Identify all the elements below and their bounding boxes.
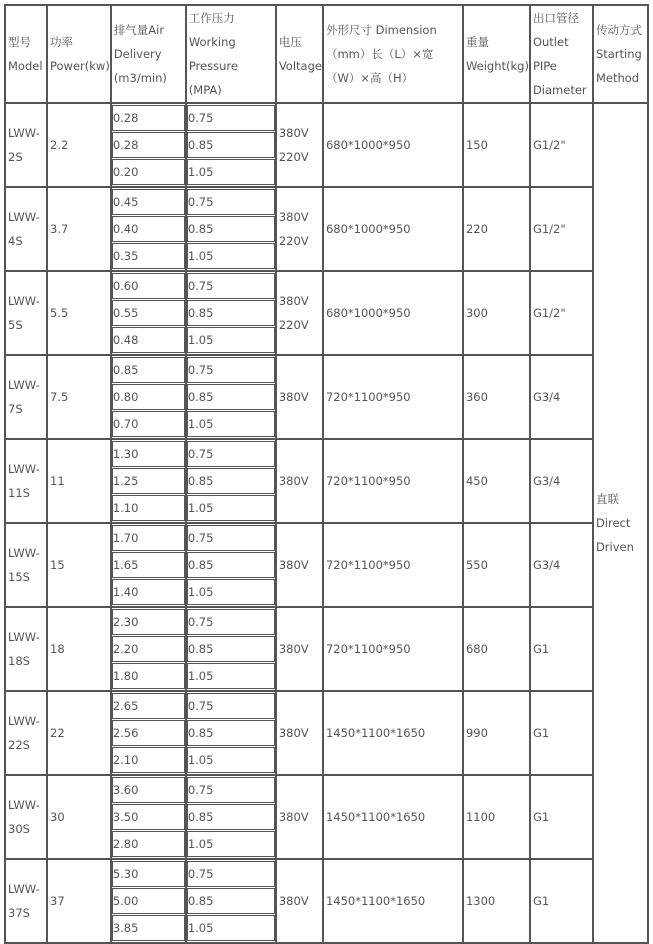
air-value: 3.50 <box>112 804 185 830</box>
outlet-cell: G1 <box>530 775 593 859</box>
pressure-value: 1.05 <box>187 747 275 773</box>
power-cell: 15 <box>47 523 111 607</box>
outlet-cell: G3/4 <box>530 523 593 607</box>
air-value: 3.85 <box>112 915 185 941</box>
power-cell: 30 <box>47 775 111 859</box>
pressure-value: 1.05 <box>187 579 275 605</box>
power-cell: 7.5 <box>47 355 111 439</box>
voltage-cell: 380V 220V <box>276 103 323 187</box>
air-value: 1.65 <box>112 552 185 578</box>
power-cell: 11 <box>47 439 111 523</box>
air-value: 1.30 <box>112 441 185 467</box>
air-cell <box>111 523 186 607</box>
pressure-value: 1.05 <box>187 243 275 269</box>
header-dimension: 外形尺寸 Dimension （mm）长（L）×宽 （W）×高（H） <box>323 5 463 103</box>
pressure-value: 0.75 <box>187 525 275 551</box>
air-value: 1.40 <box>112 579 185 605</box>
air-value: 1.70 <box>112 525 185 551</box>
pressure-value: 0.75 <box>187 777 275 803</box>
model-cell: LWW- 11S <box>5 439 47 523</box>
air-value: 0.70 <box>112 411 185 437</box>
outlet-cell: G3/4 <box>530 439 593 523</box>
voltage-cell: 380V <box>276 775 323 859</box>
air-cell <box>111 607 186 691</box>
weight-cell: 450 <box>463 439 530 523</box>
table-header-row <box>5 5 648 103</box>
header-working-pressure: 工作压力 Working Pressure (MPA) <box>186 5 276 103</box>
weight-cell: 150 <box>463 103 530 187</box>
weight-cell: 360 <box>463 355 530 439</box>
model-cell: LWW- 5S <box>5 271 47 355</box>
voltage-cell: 380V <box>276 355 323 439</box>
weight-cell: 680 <box>463 607 530 691</box>
air-value: 2.30 <box>112 609 185 635</box>
air-value: 0.35 <box>112 243 185 269</box>
air-cell <box>111 103 186 187</box>
power-cell: 22 <box>47 691 111 775</box>
outlet-cell: G1 <box>530 859 593 943</box>
air-value: 1.25 <box>112 468 185 494</box>
air-value: 2.80 <box>112 831 185 857</box>
table-row <box>5 775 648 859</box>
pressure-value: 0.85 <box>187 552 275 578</box>
pressure-value: 0.85 <box>187 384 275 410</box>
spec-table <box>4 4 649 944</box>
outlet-cell: G3/4 <box>530 355 593 439</box>
dimension-cell: 680*1000*950 <box>323 187 463 271</box>
air-value: 0.20 <box>112 159 185 185</box>
voltage-cell: 380V <box>276 523 323 607</box>
air-cell <box>111 439 186 523</box>
pressure-value: 0.85 <box>187 720 275 746</box>
air-value: 0.40 <box>112 216 185 242</box>
pressure-value: 0.75 <box>187 273 275 299</box>
air-cell <box>111 775 186 859</box>
drive-method-cell: 直联 Direct Driven <box>593 103 648 943</box>
pressure-value: 1.05 <box>187 327 275 353</box>
pressure-cell <box>186 691 276 775</box>
power-cell: 37 <box>47 859 111 943</box>
pressure-value: 0.85 <box>187 888 275 914</box>
pressure-value: 0.75 <box>187 189 275 215</box>
air-cell <box>111 187 186 271</box>
pressure-cell <box>186 103 276 187</box>
pressure-cell <box>186 439 276 523</box>
pressure-value: 1.05 <box>187 159 275 185</box>
air-value: 2.65 <box>112 693 185 719</box>
weight-cell: 1300 <box>463 859 530 943</box>
dimension-cell: 1450*1100*1650 <box>323 691 463 775</box>
air-value: 0.28 <box>112 132 185 158</box>
outlet-cell: G1 <box>530 691 593 775</box>
air-cell <box>111 691 186 775</box>
pressure-value: 0.75 <box>187 693 275 719</box>
dimension-cell: 1450*1100*1650 <box>323 775 463 859</box>
pressure-value: 0.75 <box>187 609 275 635</box>
air-value: 2.20 <box>112 636 185 662</box>
weight-cell: 550 <box>463 523 530 607</box>
air-value: 2.56 <box>112 720 185 746</box>
header-drive: 传动方式 Starting Method <box>593 5 648 103</box>
air-value: 1.10 <box>112 495 185 521</box>
pressure-cell <box>186 607 276 691</box>
pressure-value: 0.85 <box>187 132 275 158</box>
air-cell <box>111 859 186 943</box>
air-cell <box>111 271 186 355</box>
pressure-value: 0.85 <box>187 300 275 326</box>
pressure-cell <box>186 355 276 439</box>
table-row <box>5 691 648 775</box>
pressure-value: 0.85 <box>187 216 275 242</box>
dimension-cell: 680*1000*950 <box>323 271 463 355</box>
pressure-cell <box>186 271 276 355</box>
dimension-cell: 720*1100*950 <box>323 607 463 691</box>
voltage-cell: 380V 220V <box>276 271 323 355</box>
pressure-value: 1.05 <box>187 495 275 521</box>
model-cell: LWW- 15S <box>5 523 47 607</box>
model-cell: LWW- 30S <box>5 775 47 859</box>
power-cell: 5.5 <box>47 271 111 355</box>
header-outlet: 出口管径 Outlet PIPe Diameter <box>530 5 593 103</box>
dimension-cell: 720*1100*950 <box>323 355 463 439</box>
air-value: 0.85 <box>112 357 185 383</box>
pressure-cell <box>186 775 276 859</box>
pressure-value: 0.75 <box>187 105 275 131</box>
pressure-value: 0.85 <box>187 636 275 662</box>
header-power: 功率 Power(kw) <box>47 5 111 103</box>
pressure-value: 0.75 <box>187 861 275 887</box>
model-cell: LWW- 22S <box>5 691 47 775</box>
pressure-value: 1.05 <box>187 915 275 941</box>
header-voltage: 电压 Voltage <box>276 5 323 103</box>
voltage-cell: 380V <box>276 859 323 943</box>
model-cell: LWW- 2S <box>5 103 47 187</box>
model-cell: LWW- 4S <box>5 187 47 271</box>
dimension-cell: 680*1000*950 <box>323 103 463 187</box>
pressure-value: 1.05 <box>187 831 275 857</box>
dimension-cell: 720*1100*950 <box>323 439 463 523</box>
outlet-cell: G1/2" <box>530 271 593 355</box>
table-row <box>5 187 648 271</box>
dimension-cell: 1450*1100*1650 <box>323 859 463 943</box>
air-value: 2.10 <box>112 747 185 773</box>
air-value: 0.60 <box>112 273 185 299</box>
power-cell: 2.2 <box>47 103 111 187</box>
air-value: 0.28 <box>112 105 185 131</box>
air-value: 3.60 <box>112 777 185 803</box>
air-cell <box>111 355 186 439</box>
air-value: 5.30 <box>112 861 185 887</box>
voltage-cell: 380V <box>276 607 323 691</box>
outlet-cell: G1/2" <box>530 103 593 187</box>
table-row <box>5 607 648 691</box>
voltage-cell: 380V <box>276 439 323 523</box>
air-value: 0.55 <box>112 300 185 326</box>
pressure-cell <box>186 523 276 607</box>
voltage-cell: 380V <box>276 691 323 775</box>
air-value: 0.48 <box>112 327 185 353</box>
pressure-cell <box>186 859 276 943</box>
header-model: 型号 Model <box>5 5 47 103</box>
pressure-value: 0.85 <box>187 804 275 830</box>
power-cell: 18 <box>47 607 111 691</box>
pressure-value: 1.05 <box>187 663 275 689</box>
weight-cell: 220 <box>463 187 530 271</box>
table-row <box>5 523 648 607</box>
air-value: 0.80 <box>112 384 185 410</box>
weight-cell: 1100 <box>463 775 530 859</box>
pressure-value: 0.85 <box>187 468 275 494</box>
voltage-cell: 380V 220V <box>276 187 323 271</box>
weight-cell: 990 <box>463 691 530 775</box>
weight-cell: 300 <box>463 271 530 355</box>
model-cell: LWW- 18S <box>5 607 47 691</box>
air-value: 5.00 <box>112 888 185 914</box>
header-air-delivery: 排气量Air Delivery (m3/min) <box>111 5 186 103</box>
table-row <box>5 859 648 943</box>
air-value: 0.45 <box>112 189 185 215</box>
pressure-value: 0.75 <box>187 357 275 383</box>
pressure-cell <box>186 187 276 271</box>
dimension-cell: 720*1100*950 <box>323 523 463 607</box>
table-row <box>5 439 648 523</box>
air-value: 1.80 <box>112 663 185 689</box>
pressure-value: 1.05 <box>187 411 275 437</box>
table-row <box>5 103 648 187</box>
pressure-value: 0.75 <box>187 441 275 467</box>
table-row <box>5 355 648 439</box>
header-weight: 重量 Weight(kg) <box>463 5 530 103</box>
outlet-cell: G1/2" <box>530 187 593 271</box>
model-cell: LWW- 7S <box>5 355 47 439</box>
power-cell: 3.7 <box>47 187 111 271</box>
table-row <box>5 271 648 355</box>
outlet-cell: G1 <box>530 607 593 691</box>
model-cell: LWW- 37S <box>5 859 47 943</box>
